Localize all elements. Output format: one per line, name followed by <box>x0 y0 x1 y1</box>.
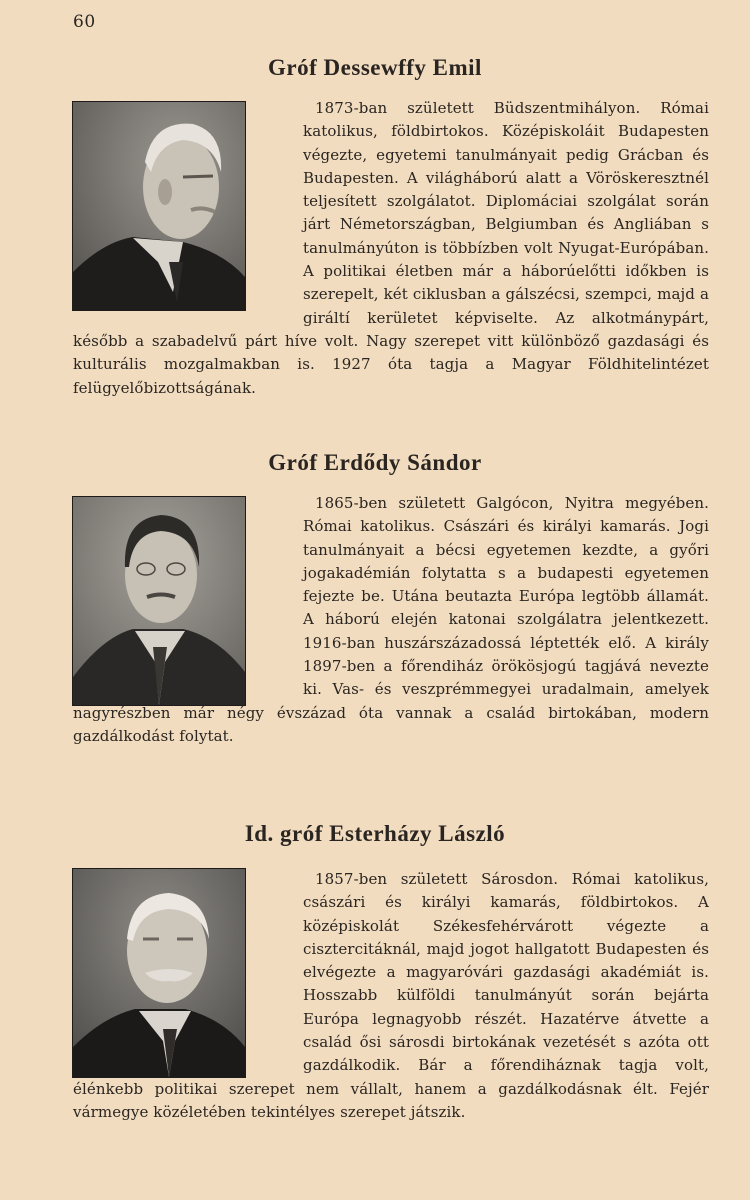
bio-text: 1873-ban született Büdszentmihályon. Római katolikus, földbirtokos. Középiskoláit Budapesten végezte, egyetemi tanulmányait pedig Grácban és Budapesten. A világháború alatt a Vöröskeresztnél teljesített szolgálatot. Diplomáciai szolgálat során járt Németországban, Belgiumban és Angliában s tanulmányúton is többízben volt Nyugat-Európában. A politikai életben már a háborúelőtti időkben is szerepelt, két ciklusban a gálszécsi, szempci, majd a giráltí kerületet képviselte. Az alkotmánypárt, később a szabadelvű párt híve volt. Nagy szerepet vitt különböző gazdasági és kulturális mozgalmakban is. 1927 óta tagja a Magyar Földhitelintézet felügyelőbizottságának. <box>73 99 709 397</box>
bio-dessewffy <box>73 97 709 400</box>
bio-esterhazy <box>73 868 709 1124</box>
entry-title-esterhazy: Id. gróf Esterházy László <box>244 821 506 846</box>
bio-erdody <box>73 492 709 748</box>
entry-title-erdody: Gróf Erdődy Sándor <box>268 450 482 475</box>
bio-text: 1865-ben született Galgócon, Nyitra megyében. Római katolikus. Császári és királyi kamarás. Jogi tanulmányait a bécsi egyetemen kezdte, a győri jogakadémián folytatta s a budapesti egyetemen fejezte be. Utána beutazta Európa legtöbb államát. A háború elején katonai szolgálatra jelentkezett. 1916-ban huszárszázadossá léptették elő. A király 1897-ben a főrendiház örökösjogú tagjává nevezte ki. Vas- és veszprémmegyei uradalmain, amelyek nagyrészben már négy évszázad óta vannak a család birtokában, modern gazdálkodást folytat. <box>73 494 709 745</box>
entry-title-dessewffy: Gróf Dessewffy Emil <box>268 55 482 80</box>
bio-text: 1857-ben született Sárosdon. Római katolikus, császári és királyi kamarás, földbirtokos. A középiskolát Székesfehérvárott végezte a cisztercitáknál, majd jogot hallgatott Budapesten és elvégezte a magyaróvári gazdasági akadémiát is. Hosszabb külföldi tanulmányút során bejárta Európa legnagyobb részét. Hazatérve átvette a család ősi sárosdi birtokának vezetését s azóta ott gazdálkodik. Bár a főrendiháznak tagja volt, élénkebb politikai szerepet nem vállalt, hanem a gazdálkodásnak élt. Fejér vármegye közéletében tekintélyes szerepet játszik. <box>73 870 709 1121</box>
page-number: 60 <box>73 12 96 32</box>
